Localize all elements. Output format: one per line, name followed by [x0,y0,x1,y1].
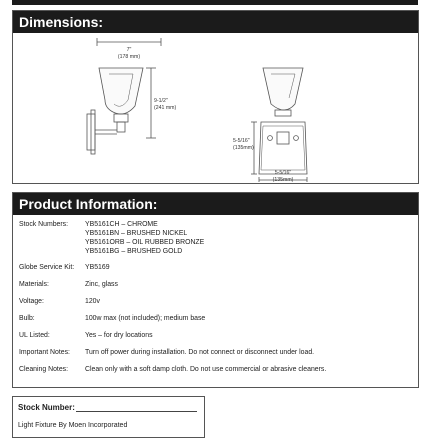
plate-height-dimension: 5-5/16" [233,138,250,144]
dimensions-heading: Dimensions: [13,11,418,33]
stock-number-line: YB5161ORB – OIL RUBBED BRONZE [85,239,205,246]
height-dimension-mm: (241 mm) [154,105,177,111]
info-value: 120v [85,298,100,305]
info-value: 100w max (not included); medium base [85,315,206,322]
info-value: Turn off power during installation. Do not connect or disconnect under load. [85,349,315,356]
stock-number-box [12,396,205,438]
product-info-panel [12,192,419,388]
info-label: Cleaning Notes: [19,366,69,373]
dimensions-panel [12,10,419,184]
info-value: Zinc, glass [85,281,118,288]
info-row-cleaning-notes [19,365,414,374]
info-row-globe-kit [19,263,414,272]
info-row-important-notes [19,348,414,357]
stock-number-write-line [76,411,197,412]
stock-number-line: YB5161BN – BRUSHED NICKEL [85,230,188,237]
plate-width-dimension: 5-5/16" [274,170,292,176]
plate-height-dimension-mm: (135mm) [233,145,254,151]
stock-number-line: YB5161CH – CHROME [85,221,158,228]
product-info-list [19,220,414,374]
info-label: Stock Numbers: [19,221,69,228]
stock-number-label: Stock Number: [18,403,75,412]
info-label: Voltage: [19,298,44,305]
info-label: Important Notes: [19,349,70,356]
stock-number-line: YB5161BG – BRUSHED GOLD [85,248,183,255]
info-value: Clean only with a soft damp cloth. Do not use commercial or abrasive cleaners. [85,366,327,373]
top-bar [12,0,418,5]
info-label: UL Listed: [19,332,50,339]
info-label: Globe Service Kit: [19,264,75,271]
info-row-stock-numbers [19,220,414,256]
product-info-heading: Product Information: [13,193,418,215]
info-value: YB5169 [85,264,110,271]
info-label: Bulb: [19,315,35,322]
info-row-ul-listed [19,331,414,340]
info-row-voltage [19,297,414,306]
front-view-drawing [251,68,307,182]
height-dimension: 9-1/2" [154,98,168,104]
info-row-bulb [19,314,414,323]
width-dimension-mm: (178 mm) [117,54,141,60]
plate-width-dimension-mm: (135mm) [272,177,294,182]
width-dimension: 7" [126,47,132,53]
info-value: Yes – for dry locations [85,332,153,339]
manufacturer-text: Light Fixture By Moen Incorporated [18,422,128,429]
info-label: Materials: [19,281,49,288]
dimensions-drawing [13,34,418,182]
info-value [85,220,414,256]
info-row-materials [19,280,414,289]
